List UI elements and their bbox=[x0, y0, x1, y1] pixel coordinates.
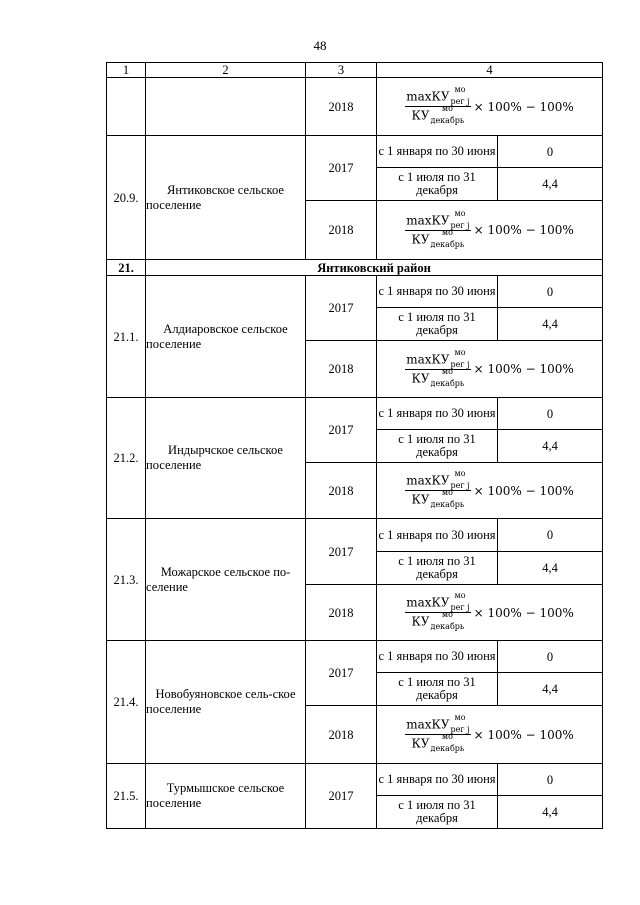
year-cell: 2017 bbox=[306, 276, 377, 341]
row-number: 21.1. bbox=[107, 276, 146, 398]
formula: maxКУ мо рег j КУ мо декабрь × 100% − 100% bbox=[406, 347, 574, 388]
table-row bbox=[107, 764, 603, 796]
period-cell: с 1 января по 30 июня bbox=[377, 276, 498, 308]
year-cell: 2017 bbox=[306, 519, 377, 585]
period-cell: с 1 января по 30 июня bbox=[377, 398, 498, 430]
value-cell: 4,4 bbox=[498, 430, 603, 463]
table-row bbox=[107, 398, 603, 430]
formula-cell bbox=[377, 341, 603, 398]
value-cell: 0 bbox=[498, 136, 603, 168]
section-title: Янтиковский район bbox=[146, 260, 603, 276]
continuation-num-cell bbox=[107, 78, 146, 136]
period-cell: с 1 июля по 31 декабря bbox=[377, 673, 498, 706]
section-number: 21. bbox=[107, 260, 146, 276]
table-row bbox=[107, 276, 603, 308]
formula-cell bbox=[377, 78, 603, 136]
period-cell: с 1 июля по 31 декабря bbox=[377, 552, 498, 585]
value-cell: 4,4 bbox=[498, 308, 603, 341]
header-row bbox=[107, 63, 603, 78]
period-cell: с 1 июля по 31 декабря bbox=[377, 308, 498, 341]
period-cell: с 1 июля по 31 декабря bbox=[377, 430, 498, 463]
settlement-name: Алдиаровское сельское поселение bbox=[146, 276, 306, 398]
header-col-4: 4 bbox=[377, 63, 603, 78]
value-cell: 0 bbox=[498, 276, 603, 308]
formula-cell bbox=[377, 463, 603, 519]
row-number: 21.2. bbox=[107, 398, 146, 519]
header-col-2: 2 bbox=[146, 63, 306, 78]
period-cell: с 1 июля по 31 декабря bbox=[377, 796, 498, 829]
year-cell: 2017 bbox=[306, 641, 377, 706]
period-cell: с 1 января по 30 июня bbox=[377, 136, 498, 168]
year-cell: 2018 bbox=[306, 78, 377, 136]
settlement-name: Новобуяновское сель-ское поселение bbox=[146, 641, 306, 764]
period-cell: с 1 июля по 31 декабря bbox=[377, 168, 498, 201]
table-row bbox=[107, 519, 603, 552]
value-cell: 0 bbox=[498, 519, 603, 552]
continuation-name-cell bbox=[146, 78, 306, 136]
header-col-1: 1 bbox=[107, 63, 146, 78]
value-cell: 4,4 bbox=[498, 796, 603, 829]
value-cell: 4,4 bbox=[498, 552, 603, 585]
settlement-name: Можарское сельское по-селение bbox=[146, 519, 306, 641]
table-row bbox=[107, 641, 603, 673]
row-number: 20.9. bbox=[107, 136, 146, 260]
year-cell: 2018 bbox=[306, 585, 377, 641]
value-cell: 0 bbox=[498, 764, 603, 796]
year-cell: 2018 bbox=[306, 341, 377, 398]
table-row bbox=[107, 136, 603, 168]
year-cell: 2018 bbox=[306, 463, 377, 519]
tariff-table bbox=[106, 62, 603, 829]
settlement-name: Турмышское сельское поселение bbox=[146, 764, 306, 829]
value-cell: 4,4 bbox=[498, 673, 603, 706]
formula: maxКУ мо рег j КУ мо декабрь × 100% − 100% bbox=[406, 208, 574, 249]
row-number: 21.3. bbox=[107, 519, 146, 641]
formula-cell bbox=[377, 585, 603, 641]
year-cell: 2017 bbox=[306, 398, 377, 463]
value-cell: 4,4 bbox=[498, 168, 603, 201]
table-row bbox=[107, 78, 603, 136]
period-cell: с 1 января по 30 июня bbox=[377, 764, 498, 796]
formula-cell bbox=[377, 201, 603, 260]
formula: maxКУ мо рег j КУ мо декабрь × 100% − 100% bbox=[406, 713, 574, 753]
formula: maxКУ мо рег j КУ мо декабрь × 100% − 100% bbox=[406, 85, 574, 125]
year-cell: 2017 bbox=[306, 136, 377, 201]
row-number: 21.5. bbox=[107, 764, 146, 829]
formula-cell bbox=[377, 706, 603, 764]
formula: maxКУ мо рег j КУ мо декабрь × 100% − 100% bbox=[406, 591, 574, 631]
year-cell: 2018 bbox=[306, 706, 377, 764]
formula: maxКУ мо рег j КУ мо декабрь × 100% − 100% bbox=[406, 469, 574, 509]
page-number: 48 bbox=[313, 38, 327, 53]
period-cell: с 1 января по 30 июня bbox=[377, 519, 498, 552]
period-cell: с 1 января по 30 июня bbox=[377, 641, 498, 673]
year-cell: 2017 bbox=[306, 764, 377, 829]
value-cell: 0 bbox=[498, 641, 603, 673]
value-cell: 0 bbox=[498, 398, 603, 430]
settlement-name: Индырчское сельское поселение bbox=[146, 398, 306, 519]
section-row bbox=[107, 260, 603, 276]
header-col-3: 3 bbox=[306, 63, 377, 78]
settlement-name: Янтиковское сельское поселение bbox=[146, 136, 306, 260]
year-cell: 2018 bbox=[306, 201, 377, 260]
row-number: 21.4. bbox=[107, 641, 146, 764]
